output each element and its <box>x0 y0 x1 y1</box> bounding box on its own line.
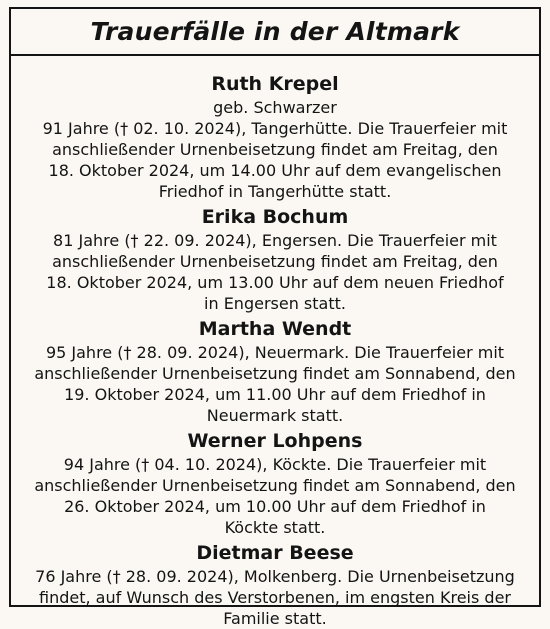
obituary-box <box>9 7 541 628</box>
obituary-entry <box>11 316 539 426</box>
obituary-text-line: Köckte statt. <box>224 518 326 537</box>
deceased-name: Werner Lohpens <box>187 430 363 452</box>
obituary-text-line: 81 Jahre († 22. 09. 2024), Engersen. Die Trauerfeier mit <box>53 231 497 250</box>
obituary-text-line: anschließender Urnenbeisetzung findet am Freitag, den <box>52 140 498 159</box>
obituary-list <box>11 71 539 629</box>
obituary-text-line: 19. Oktober 2024, um 11.00 Uhr auf dem Friedhof in <box>64 385 486 404</box>
obituary-entry <box>11 204 539 314</box>
obituary-text-line: Neuermark statt. <box>206 406 344 425</box>
deceased-name: Erika Bochum <box>201 206 349 228</box>
obituary-text-line: anschließender Urnenbeisetzung findet am Sonnabend, den <box>34 364 516 383</box>
maiden-name: geb. Schwarzer <box>213 98 337 117</box>
page-title: Trauerfälle in der Altmark <box>90 17 460 46</box>
obituary-text-line: in Engersen statt. <box>204 294 346 313</box>
obituary-text-line: 76 Jahre († 28. 09. 2024), Molkenberg. Die Urnenbeisetzung <box>35 567 515 586</box>
obituary-text-line: Friedhof in Tangerhütte statt. <box>158 182 392 201</box>
obituary-text-line: 18. Oktober 2024, um 13.00 Uhr auf dem neuen Friedhof <box>46 273 504 292</box>
obituary-text-line: anschließender Urnenbeisetzung findet am Freitag, den <box>52 252 498 271</box>
obituary-entry <box>11 540 539 629</box>
deceased-name: Ruth Krepel <box>211 73 339 95</box>
header-bar <box>11 9 539 56</box>
obituary-text-line: findet, auf Wunsch des Verstorbenen, im engsten Kreis der <box>39 588 511 607</box>
obituary-text-line: Familie statt. <box>223 609 327 628</box>
obituary-text-line: 94 Jahre († 04. 10. 2024), Köckte. Die Trauerfeier mit <box>63 455 487 474</box>
obituary-text-line: 95 Jahre († 28. 09. 2024), Neuermark. Die Trauerfeier mit <box>45 343 505 362</box>
obituary-text-line: 18. Oktober 2024, um 14.00 Uhr auf dem evangelischen <box>48 161 502 180</box>
obituary-text-line: anschließender Urnenbeisetzung findet am Sonnabend, den <box>34 476 516 495</box>
obituary-entry <box>11 71 539 202</box>
obituary-text-line: 91 Jahre († 02. 10. 2024), Tangerhütte. Die Trauerfeier mit <box>42 119 508 138</box>
deceased-name: Martha Wendt <box>198 318 352 340</box>
deceased-name: Dietmar Beese <box>196 542 354 564</box>
obituary-entry <box>11 428 539 538</box>
obituary-text-line: 26. Oktober 2024, um 10.00 Uhr auf dem Friedhof in <box>64 497 486 516</box>
